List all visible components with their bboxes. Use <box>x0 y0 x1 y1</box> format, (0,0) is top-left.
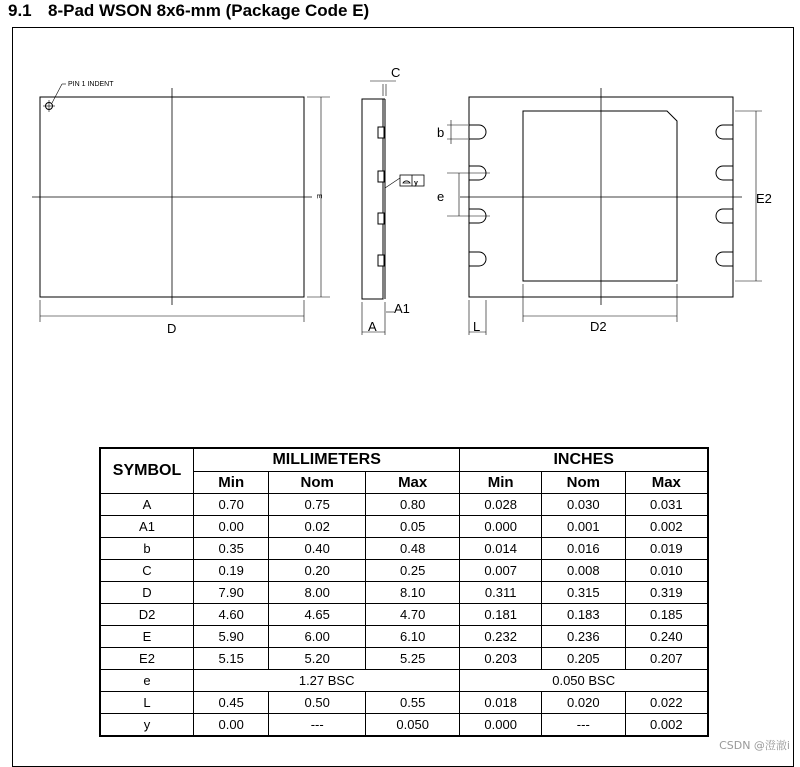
dim-label-A1: A1 <box>394 301 410 316</box>
table-cell: 0.311 <box>460 582 542 604</box>
table-cell: 0.48 <box>365 538 459 560</box>
table-cell: 0.70 <box>194 494 269 516</box>
table-cell: b <box>100 538 194 560</box>
table-cell: A <box>100 494 194 516</box>
table-cell: 0.028 <box>460 494 542 516</box>
table-cell: 0.181 <box>460 604 542 626</box>
table-cell: 0.315 <box>542 582 626 604</box>
table-row <box>100 494 708 516</box>
table-cell: 0.205 <box>542 648 626 670</box>
table-cell: 0.19 <box>194 560 269 582</box>
table-cell: 0.050 BSC <box>460 670 708 692</box>
pin1-label: PIN 1 INDENT <box>68 81 114 88</box>
dim-label-y: y <box>414 180 418 187</box>
table-cell: E <box>100 626 194 648</box>
table-cell: 1.27 BSC <box>194 670 460 692</box>
table-row <box>100 692 708 714</box>
table-cell: 0.007 <box>460 560 542 582</box>
table-cell: 5.15 <box>194 648 269 670</box>
table-cell: 8.00 <box>269 582 366 604</box>
table-cell: 0.55 <box>365 692 459 714</box>
table-cell: 0.207 <box>625 648 708 670</box>
exposed-pad <box>523 111 677 281</box>
table-cell: 0.236 <box>542 626 626 648</box>
table-cell: 5.90 <box>194 626 269 648</box>
table-cell: 0.35 <box>194 538 269 560</box>
table-cell: 0.232 <box>460 626 542 648</box>
table-cell: 0.75 <box>269 494 366 516</box>
table-cell: 0.50 <box>269 692 366 714</box>
col-header: Nom <box>269 472 366 494</box>
dim-label-E2: E2 <box>756 191 772 206</box>
dim-label-e: e <box>437 189 445 204</box>
section-number: 9.1 <box>8 1 32 20</box>
table-row <box>100 670 708 692</box>
dim-label-D2: D2 <box>590 319 607 334</box>
table-cell: 0.00 <box>194 516 269 538</box>
col-header: Min <box>460 472 542 494</box>
dimension-table <box>99 447 709 737</box>
table-cell: 0.018 <box>460 692 542 714</box>
table-row <box>100 714 708 737</box>
table-row <box>100 538 708 560</box>
table-cell: 0.010 <box>625 560 708 582</box>
section-title: 8-Pad WSON 8x6-mm (Package Code E) <box>48 1 370 20</box>
table-cell: 0.20 <box>269 560 366 582</box>
dim-label-E: E <box>315 194 322 199</box>
table-cell: 0.022 <box>625 692 708 714</box>
table-cell: 0.183 <box>542 604 626 626</box>
table-cell: 6.10 <box>365 626 459 648</box>
table-row <box>100 516 708 538</box>
table-cell: 0.019 <box>625 538 708 560</box>
table-cell: L <box>100 692 194 714</box>
col-header: Min <box>194 472 269 494</box>
table-cell: y <box>100 714 194 737</box>
table-cell: E2 <box>100 648 194 670</box>
table-row <box>100 626 708 648</box>
table-cell: 0.014 <box>460 538 542 560</box>
dim-label-C: C <box>391 65 401 80</box>
table-cell: 0.050 <box>365 714 459 737</box>
table-cell: 0.240 <box>625 626 708 648</box>
table-cell: 0.25 <box>365 560 459 582</box>
dim-label-b: b <box>437 125 445 140</box>
watermark: CSDN @澄澈i <box>719 739 790 752</box>
table-cell: C <box>100 560 194 582</box>
table-cell: 0.031 <box>625 494 708 516</box>
table-cell: 0.45 <box>194 692 269 714</box>
table-cell: A1 <box>100 516 194 538</box>
table-cell: 0.016 <box>542 538 626 560</box>
table-cell: 0.203 <box>460 648 542 670</box>
table-cell: 5.25 <box>365 648 459 670</box>
table-cell: 0.000 <box>460 516 542 538</box>
table-cell: 0.05 <box>365 516 459 538</box>
table-cell: 0.000 <box>460 714 542 737</box>
table-cell: 4.60 <box>194 604 269 626</box>
table-cell: e <box>100 670 194 692</box>
table-row <box>100 582 708 604</box>
table-cell: 0.00 <box>194 714 269 737</box>
table-cell: 0.002 <box>625 714 708 737</box>
table-cell: --- <box>269 714 366 737</box>
table-cell: --- <box>542 714 626 737</box>
table-cell: 6.00 <box>269 626 366 648</box>
col-header: Max <box>625 472 708 494</box>
inches-header: INCHES <box>460 448 708 472</box>
table-cell: D <box>100 582 194 604</box>
table-cell: 0.185 <box>625 604 708 626</box>
table-cell: 8.10 <box>365 582 459 604</box>
table-cell: 5.20 <box>269 648 366 670</box>
table-cell: 0.030 <box>542 494 626 516</box>
table-cell: 0.020 <box>542 692 626 714</box>
table-cell: 4.65 <box>269 604 366 626</box>
table-cell: 0.02 <box>269 516 366 538</box>
table-cell: D2 <box>100 604 194 626</box>
table-cell: 0.001 <box>542 516 626 538</box>
table-cell: 0.002 <box>625 516 708 538</box>
col-header: Nom <box>542 472 626 494</box>
table-cell: 7.90 <box>194 582 269 604</box>
table-row <box>100 604 708 626</box>
table-cell: 0.40 <box>269 538 366 560</box>
dim-label-A: A <box>368 319 377 334</box>
dim-label-D: D <box>167 321 177 336</box>
dim-label-L: L <box>473 319 481 334</box>
table-cell: 0.80 <box>365 494 459 516</box>
col-header: Max <box>365 472 459 494</box>
table-row <box>100 560 708 582</box>
millimeters-header: MILLIMETERS <box>194 448 460 472</box>
table-cell: 0.008 <box>542 560 626 582</box>
symbol-header: SYMBOL <box>100 448 194 494</box>
table-cell: 0.319 <box>625 582 708 604</box>
table-cell: 4.70 <box>365 604 459 626</box>
table-row <box>100 648 708 670</box>
